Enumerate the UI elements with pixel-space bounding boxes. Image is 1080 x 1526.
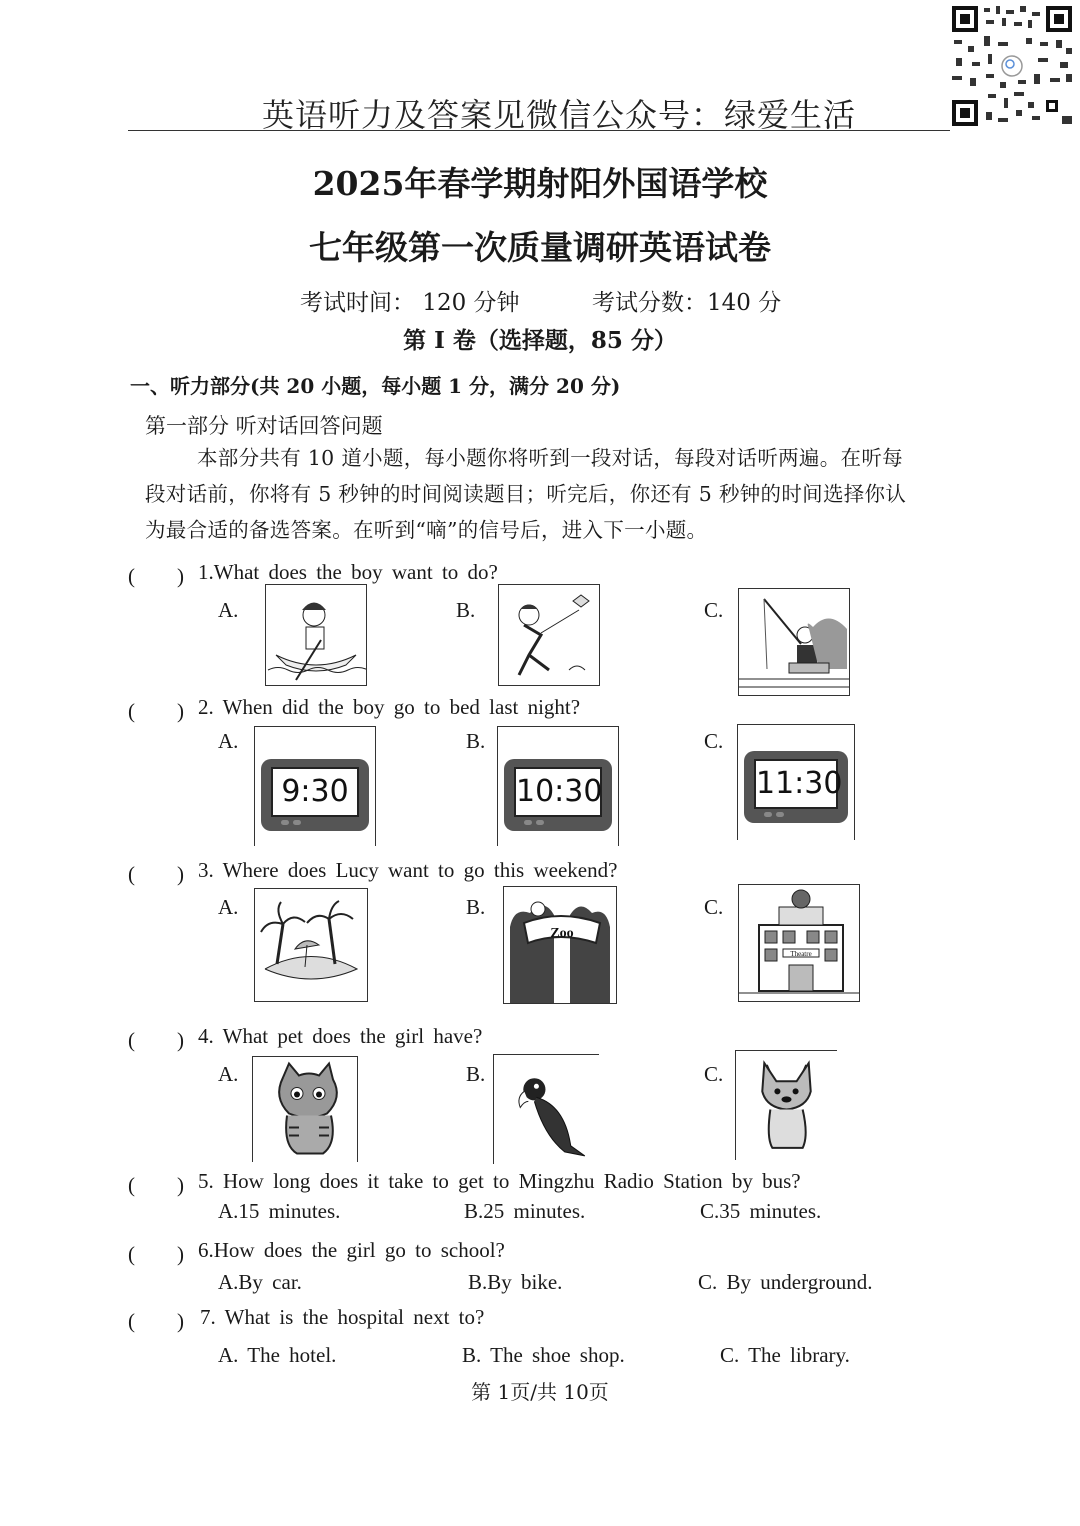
exam-title-paper: 七年级第一次质量调研英语试卷 xyxy=(309,228,771,267)
clock-picture xyxy=(497,726,619,846)
option-label: C. xyxy=(704,895,724,919)
qr-code xyxy=(948,2,1076,130)
instructions xyxy=(145,440,945,548)
answer-blank[interactable]: ( ) xyxy=(128,1028,184,1052)
exam-time: 考试时间： 120 分钟 xyxy=(300,290,520,316)
zoo-sign-text: Zoo xyxy=(550,926,574,941)
answer-blank[interactable]: ( ) xyxy=(128,1309,184,1333)
option-c: C.35 minutes. xyxy=(700,1199,822,1223)
option-b: B.25 minutes. xyxy=(464,1199,586,1223)
clock-picture xyxy=(254,726,376,846)
question-4: 4. What pet does the girl have? xyxy=(198,1024,483,1048)
volume-heading: 第 I 卷（选择题，85 分） xyxy=(403,327,677,354)
part-heading: 第一部分 听对话回答问题 xyxy=(145,414,383,438)
answer-blank[interactable]: ( ) xyxy=(128,564,184,588)
instruction-line: 为最合适的备选答案。在听到“嘀”的信号后，进入下一小题。 xyxy=(145,518,708,542)
question-3: 3. Where does Lucy want to go this weekend? xyxy=(198,858,618,882)
option-c: C. The library. xyxy=(720,1343,850,1367)
clock-picture xyxy=(737,724,855,840)
option-label: A. xyxy=(218,1062,239,1086)
question-5: 5. How long does it take to get to Mingzhu Radio Station by bus? xyxy=(198,1169,801,1193)
answer-blank[interactable]: ( ) xyxy=(128,699,184,723)
fishing-picture xyxy=(738,588,850,696)
option-a: A.15 minutes. xyxy=(218,1199,341,1223)
option-label: C. xyxy=(704,598,724,622)
dog-picture xyxy=(735,1050,837,1160)
option-a: A.By car. xyxy=(218,1270,302,1294)
question-6: 6.How does the girl go to school? xyxy=(198,1238,505,1262)
page-number: 第 1页/共 10页 xyxy=(471,1380,609,1404)
beach-picture xyxy=(254,888,368,1002)
zoo-gate-picture xyxy=(503,886,617,1004)
instruction-line: 本部分共有 10 道小题，每小题你将听到一段对话，每段对话听两遍。在听每 xyxy=(197,446,903,470)
option-label: B. xyxy=(466,729,486,753)
option-a: A. The hotel. xyxy=(218,1343,337,1367)
option-label: A. xyxy=(218,598,239,622)
option-label: C. xyxy=(704,1062,724,1086)
answer-blank[interactable]: ( ) xyxy=(128,862,184,886)
clock-time: 10:30 xyxy=(514,767,602,817)
cat-picture xyxy=(252,1056,358,1162)
option-label: B. xyxy=(456,598,476,622)
answer-blank[interactable]: ( ) xyxy=(128,1173,184,1197)
instruction-line: 段对话前，你将有 5 秒钟的时间阅读题目；听完后，你还有 5 秒钟的时间选择你认 xyxy=(145,482,907,506)
banner-text: 英语听力及答案见微信公众号：绿爱生活 xyxy=(262,96,857,134)
option-label: A. xyxy=(218,729,239,753)
theatre-sign-text: Theatre xyxy=(790,950,812,958)
clock-time: 9:30 xyxy=(271,767,359,817)
option-c: C. By underground. xyxy=(698,1270,873,1294)
option-label: B. xyxy=(466,1062,486,1086)
banner-divider xyxy=(128,130,950,131)
boating-picture xyxy=(265,584,367,686)
option-label: B. xyxy=(466,895,486,919)
exam-title-school: 2025年春学期射阳外国语学校 xyxy=(312,164,768,203)
kite-flying-picture xyxy=(498,584,600,686)
question-2: 2. When did the boy go to bed last night? xyxy=(198,695,581,719)
option-label: A. xyxy=(218,895,239,919)
theatre-picture xyxy=(738,884,860,1002)
section-heading: 一、听力部分(共 20 小题，每小题 1 分，满分 20 分) xyxy=(130,374,621,398)
question-7: 7. What is the hospital next to? xyxy=(200,1305,485,1329)
exam-score: 考试分数：140 分 xyxy=(592,290,782,316)
option-b: B.By bike. xyxy=(468,1270,563,1294)
option-b: B. The shoe shop. xyxy=(462,1343,625,1367)
question-1: 1.What does the boy want to do? xyxy=(198,560,498,584)
answer-blank[interactable]: ( ) xyxy=(128,1242,184,1266)
clock-time: 11:30 xyxy=(754,759,838,809)
option-label: C. xyxy=(704,729,724,753)
parrot-picture xyxy=(493,1054,599,1164)
